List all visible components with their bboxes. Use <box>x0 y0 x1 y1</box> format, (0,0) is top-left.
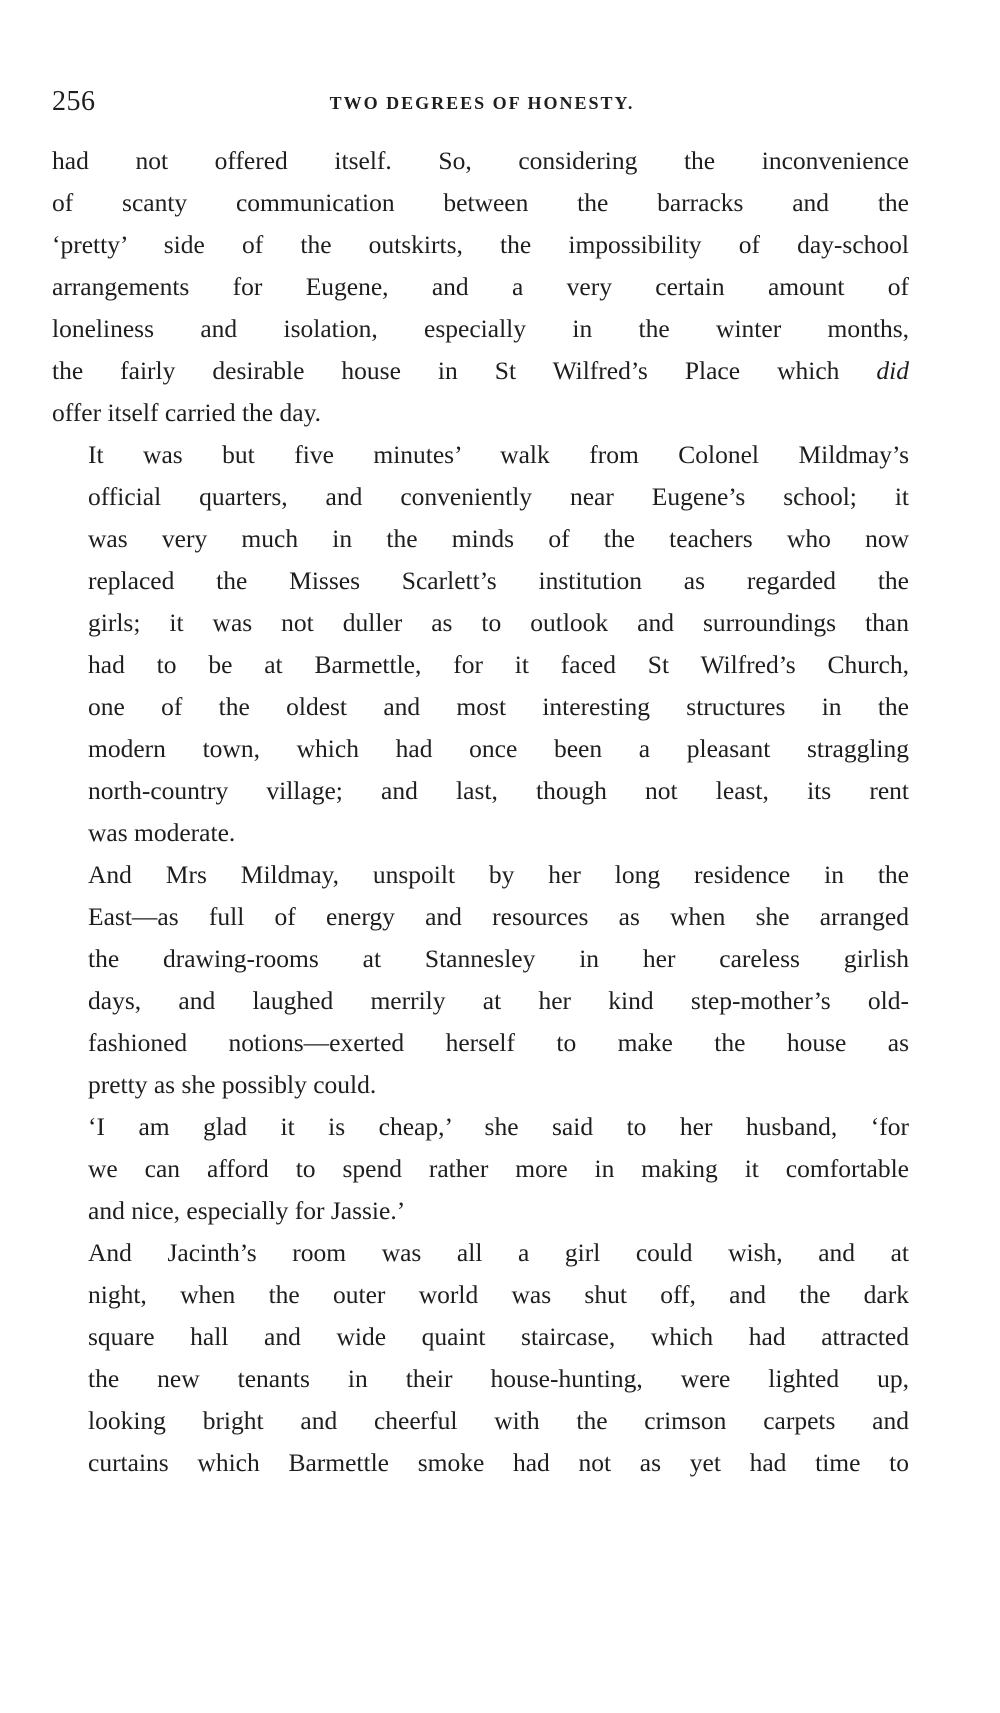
text-line: East—as full of energy and resources as when she arranged <box>88 902 909 931</box>
text-line: days, and laughed merrily at her kind step-mother’s old- <box>88 986 909 1015</box>
text-line: official quarters, and conveniently near Eugene’s school; it <box>88 482 909 511</box>
paragraph-3 <box>52 854 909 1106</box>
text-line: ‘I am glad it is cheap,’ she said to her husband, ‘for <box>88 1112 909 1141</box>
text-line: the drawing-rooms at Stannesley in her careless girlish <box>88 944 909 973</box>
text-body <box>52 140 909 1484</box>
text-line: of scanty communication between the barracks and the <box>52 188 909 217</box>
text-line: had to be at Barmettle, for it faced St Wilfred’s Church, <box>88 650 909 679</box>
text-line: loneliness and isolation, especially in the winter months, <box>52 314 909 343</box>
text-line: we can afford to spend rather more in making it comfortable <box>88 1154 909 1183</box>
paragraph-1 <box>52 140 909 434</box>
text-line: night, when the outer world was shut off, and the dark <box>88 1280 909 1309</box>
italic-emphasis: did <box>876 356 909 385</box>
text-line: square hall and wide quaint staircase, which had attracted <box>88 1322 909 1351</box>
paragraph-5 <box>52 1232 909 1484</box>
page-number: 256 <box>52 86 96 117</box>
text-line: And Jacinth’s room was all a girl could wish, and at <box>88 1238 909 1267</box>
paragraph-4 <box>52 1106 909 1232</box>
text-line: the new tenants in their house-hunting, were lighted up, <box>88 1364 909 1393</box>
text-line: was moderate. <box>88 818 236 847</box>
text-line: and nice, especially for Jassie.’ <box>88 1196 406 1225</box>
text-line: looking bright and cheerful with the crimson carpets and <box>88 1406 909 1435</box>
running-head <box>52 82 912 122</box>
text-line: girls; it was not duller as to outlook and surroundings than <box>88 608 909 637</box>
text-fragment: the fairly desirable house in St Wilfred’s Place which <box>52 356 840 385</box>
text-line: had not offered itself. So, considering the inconvenience <box>52 146 909 175</box>
text-line: It was but five minutes’ walk from Colonel Mildmay’s <box>88 440 909 469</box>
text-line: arrangements for Eugene, and a very certain amount of <box>52 272 909 301</box>
text-line: pretty as she possibly could. <box>88 1070 377 1099</box>
text-line: ‘pretty’ side of the outskirts, the impossibility of day-school <box>52 230 909 259</box>
text-line: fashioned notions—exerted herself to make the house as <box>88 1028 909 1057</box>
text-line: modern town, which had once been a pleasant straggling <box>88 734 909 763</box>
text-line-with-emphasis <box>52 350 909 392</box>
text-line: curtains which Barmettle smoke had not as yet had time to <box>88 1448 909 1477</box>
text-line: offer itself carried the day. <box>52 398 322 427</box>
text-line: north-country village; and last, though not least, its rent <box>88 776 909 805</box>
running-title: TWO DEGREES OF HONESTY. <box>329 93 635 113</box>
text-line: one of the oldest and most interesting structures in the <box>88 692 909 721</box>
text-line: And Mrs Mildmay, unspoilt by her long residence in the <box>88 860 909 889</box>
text-line: was very much in the minds of the teachers who now <box>88 524 909 553</box>
text-line: replaced the Misses Scarlett’s institution as regarded the <box>88 566 909 595</box>
paragraph-2 <box>52 434 909 854</box>
